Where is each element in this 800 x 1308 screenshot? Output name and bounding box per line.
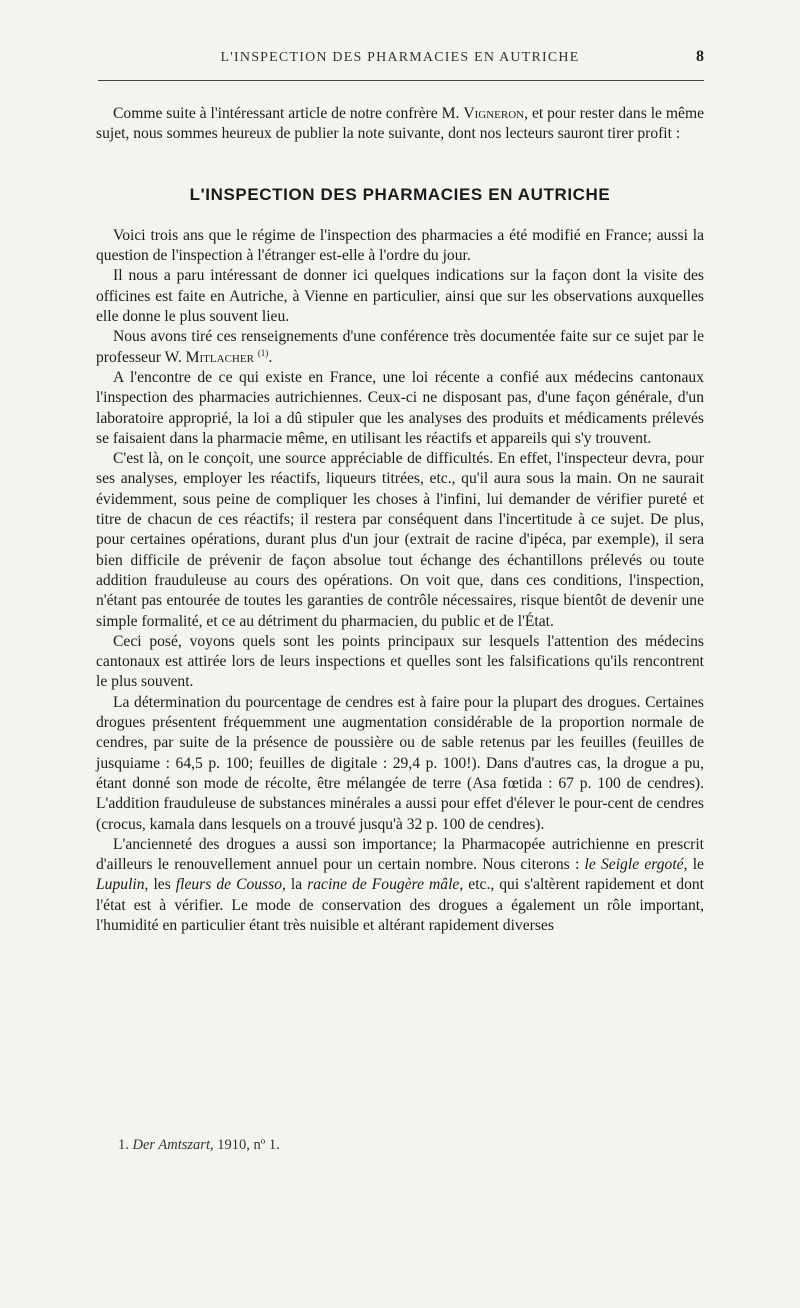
footnote (118, 1137, 280, 1154)
drug-seigle: le Seigle ergoté (584, 856, 684, 874)
paragraph-3-end: . (268, 348, 273, 366)
paragraph-3 (96, 327, 704, 368)
footnote-source: Der Amtszart (132, 1137, 210, 1153)
header-rule (98, 80, 704, 81)
footnote-details: , 1910, nº 1. (209, 1137, 280, 1153)
professor-name: Mitlacher (185, 348, 254, 366)
paragraph-4: A l'encontre de ce qui existe en France, une loi récente a confié aux médecins cantonaux l'inspection des pharmacies autrichiennes. Ceux-ci ne disposant pas, d'une façon générale, d'un laboratoire approprié, la loi a dû stipuler que les analyses des produits et médicaments prélevés se faisaient dans la pharmacie même, en utilisant les réactifs et appareils qui s'y trouvent. (96, 368, 704, 447)
article-body (96, 104, 704, 936)
paragraph-8-text-a: L'ancienneté des drogues a aussi son importance; la Pharmacopée autrichienne en prescrit d'ailleurs le renouvellement annuel pour un certain nombre. Nous citerons : (96, 835, 704, 874)
drug-lupulin: Lupulin (96, 876, 145, 894)
paragraph-8-text-e: , etc., qui s'altèrent rapidement et dont l'état est à vérifier. Le mode de conservation des drogues a également un rôle important, l'humidité en particulier étant très nuisible et altérant rapidement diverses (96, 876, 704, 934)
drug-fougere: racine de Fougère mâle (307, 876, 460, 894)
paragraph-8-text-b: , le (683, 856, 704, 874)
paragraph-8-text-c: , les (144, 876, 176, 894)
drug-cousso: fleurs de Cousso (175, 876, 282, 894)
footnote-number: 1. (118, 1137, 129, 1153)
page-number: 8 (696, 48, 704, 65)
footnote-ref: (1) (257, 347, 269, 358)
intro-text-before: Comme suite à l'intéressant article de notre confrère M. (113, 105, 464, 122)
intro-text-after: , et pour rester dans le même sujet, nous sommes heureux de publier la note suivante, dont nos lecteurs sauront tirer profit : (96, 105, 704, 143)
intro-note (96, 104, 704, 145)
paragraph-7: La détermination du pourcentage de cendres est à faire pour la plupart des drogues. Certaines drogues présentent fréquemment une augmentation considérable de la proportion normale de cendres, par suite de la présence de poussière ou de sable retenus par les feuilles (feuilles de jusquiame : 64,5 p. 100; feuilles de digitale : 29,4 p. 100!). Dans d'autres cas, la drogue a pu, étant donné son mode de récolte, être mélangée de terre (Asa fœtida : 67 p. 100 de cendres). L'addition frauduleuse de substances minérales a aussi pour effet d'élever le pour-cent de cendres (crocus, kamala dans lesquels on a trouvé jusqu'à 32 p. 100 de cendres). (96, 693, 704, 833)
intro-paragraph (96, 104, 704, 145)
page-header (96, 50, 704, 78)
author-name: Vigneron (463, 105, 525, 122)
paragraph-2: Il nous a paru intéressant de donner ici quelques indications sur la façon dont la visite des officines est faite en Autriche, à Vienne en particulier, ainsi que sur les observations auxquelles elle donne le plus souvent lieu. (96, 267, 704, 326)
running-title: L'INSPECTION DES PHARMACIES EN AUTRICHE (220, 50, 580, 65)
paragraph-6: Ceci posé, voyons quels sont les points principaux sur lesquels l'attention des médecins cantonaux est attirée lors de leurs inspections et quelles sont les falsifications qu'ils rencontrent le plus souvent. (96, 632, 704, 691)
paragraph-3-text: Nous avons tiré ces renseignements d'une conférence très documentée faite sur ce sujet par le professeur W. (96, 328, 704, 366)
paragraph-8 (96, 835, 704, 936)
paragraph-1: Voici trois ans que le régime de l'inspection des pharmacies a été modifié en France; aussi la question de l'inspection à l'étranger est-elle à l'ordre du jour. (96, 226, 704, 265)
paragraph-5: C'est là, on le conçoit, une source appréciable de difficultés. En effet, l'inspecteur devra, pour ses analyses, employer les réactifs, liqueurs titrées, etc., qu'il aura sous la main. On ne saurait évidemment, sous peine de compliquer les choses à l'infini, lui demander de vérifier pureté et titre de chacun de ces réactifs; il restera par conséquent dans l'incertitude à ce sujet. De plus, pour certaines opérations, durant plus d'un jour (extrait de racine d'ipéca, par exemple), il sera bien difficile de prévenir de façon absolue tout échange des échantillons prélevés ou toute addition frauduleuse au cours des opérations. On voit que, dans ces conditions, l'inspection, n'étant pas entourée de toutes les garanties de contrôle nécessaires, risque bientôt de devenir une simple formalité, et ce au détriment du pharmacien, du public et de l'État. (96, 450, 704, 630)
article-title: L'INSPECTION DES PHARMACIES EN AUTRICHE (189, 184, 611, 204)
paragraph-8-text-d: , la (282, 876, 308, 894)
